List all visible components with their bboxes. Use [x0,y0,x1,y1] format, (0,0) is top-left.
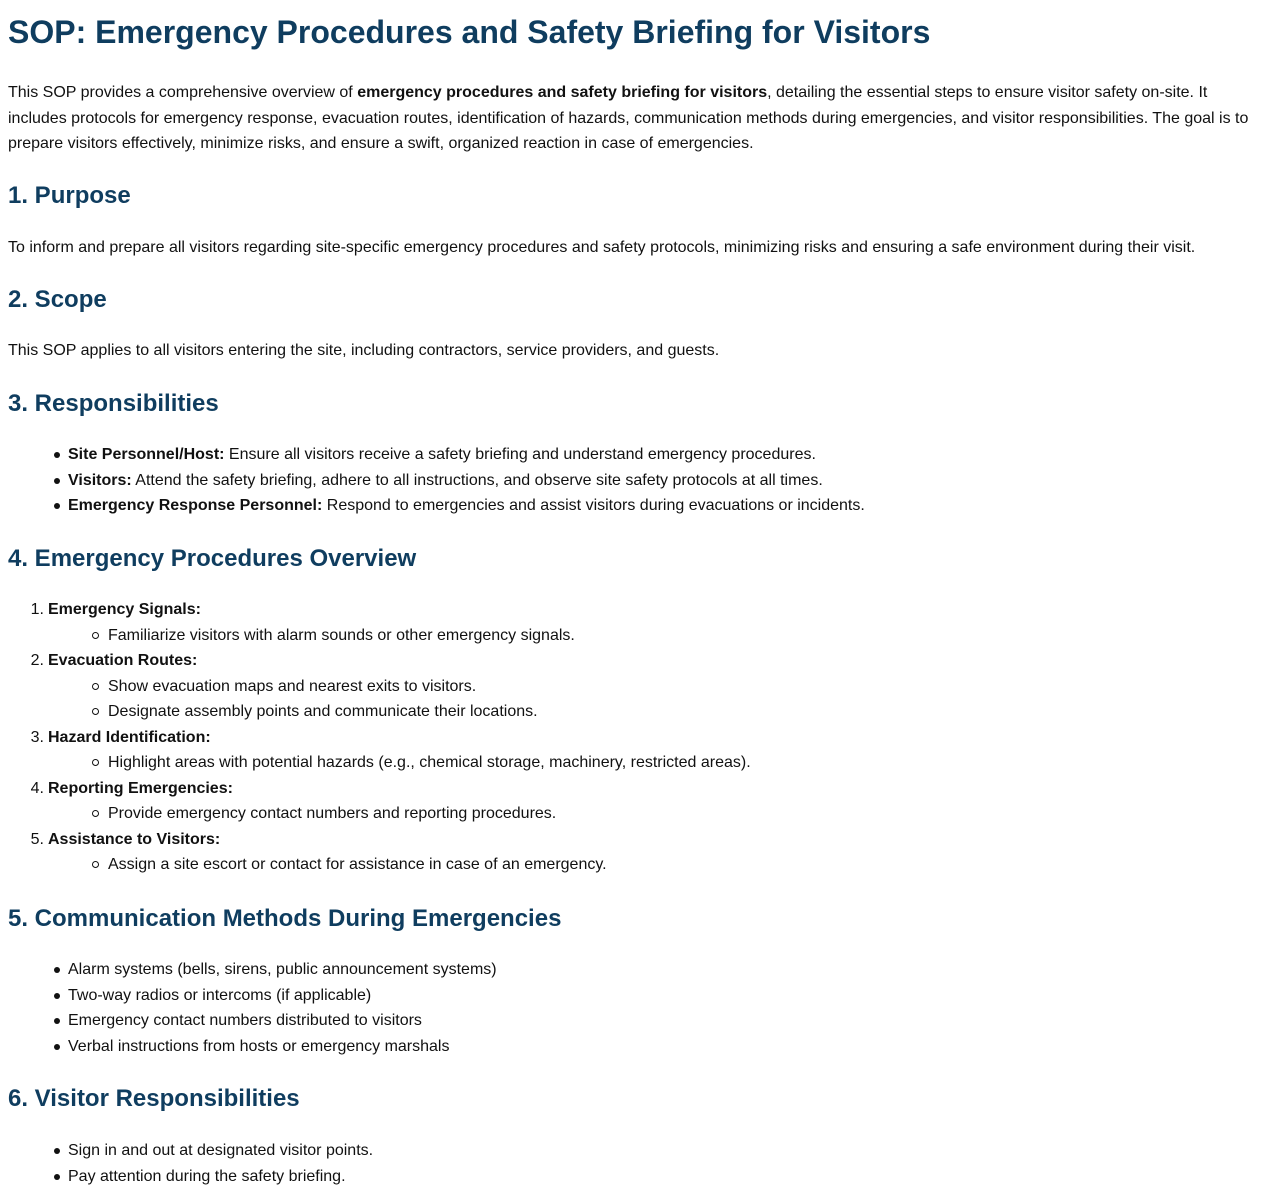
step-sublist [48,623,751,649]
page-title: SOP: Emergency Procedures and Safety Briefing for Visitors [8,12,930,52]
step-number: 1. [8,597,44,623]
step-sublist [48,674,751,725]
step-label: Evacuation Routes: [48,652,197,669]
sub-item: Familiarize visitors with alarm sounds or other emergency signals. [48,623,751,649]
list-item [8,442,865,468]
sub-item: Designate assembly points and communicate their locations. [48,699,751,725]
intro-line-1 [8,84,1207,101]
step-label: Hazard Identification: [48,729,211,746]
responsibility-label: Visitors: [68,472,132,489]
step-number: 4. [8,776,44,802]
intro-line-2: includes protocols for emergency response, evacuation routes, identification of hazards, communication methods during emergencies, and visitor responsibilities. The goal is to [8,110,1248,127]
procedure-step [8,725,751,776]
step-sublist [48,750,751,776]
procedures-list [8,597,751,878]
responsibility-text: Attend the safety briefing, adhere to all instructions, and observe site safety protocols at all times. [132,472,823,489]
list-item [8,468,865,494]
visitor-responsibilities-list [8,1138,373,1189]
scope-heading: 2. Scope [8,285,107,315]
procedure-step [8,827,751,878]
step-sublist [48,852,751,878]
sub-item: Show evacuation maps and nearest exits to visitors. [48,674,751,700]
step-label: Reporting Emergencies: [48,780,233,797]
list-item: Pay attention during the safety briefing. [8,1164,373,1189]
list-item: Alarm systems (bells, sirens, public announcement systems) [8,957,497,983]
procedure-step [8,648,751,725]
step-sublist [48,801,751,827]
list-item: Sign in and out at designated visitor points. [8,1138,373,1164]
responsibility-label: Emergency Response Personnel: [68,497,322,514]
list-item: Emergency contact numbers distributed to visitors [8,1008,497,1034]
procedure-step [8,776,751,827]
scope-text: This SOP applies to all visitors entering the site, including contractors, service providers, and guests. [8,338,719,364]
responsibility-text: Ensure all visitors receive a safety briefing and understand emergency procedures. [224,446,815,463]
intro-line-1-bold: emergency procedures and safety briefing for visitors [357,84,767,101]
list-item [8,493,865,519]
intro-paragraph [8,80,1256,157]
sub-item: Highlight areas with potential hazards (e.g., chemical storage, machinery, restricted areas). [48,750,751,776]
step-number: 3. [8,725,44,751]
communication-list [8,957,497,1059]
visitor-responsibilities-heading: 6. Visitor Responsibilities [8,1084,300,1114]
purpose-text: To inform and prepare all visitors regarding site-specific emergency procedures and safety protocols, minimizing risks and ensuring a safe environment during their visit. [8,235,1195,261]
responsibility-text: Respond to emergencies and assist visitors during evacuations or incidents. [322,497,865,514]
procedure-step [8,597,751,648]
communication-heading: 5. Communication Methods During Emergencies [8,904,561,934]
intro-line-3: prepare visitors effectively, minimize risks, and ensure a swift, organized reaction in case of emergencies. [8,135,754,152]
list-item: Two-way radios or intercoms (if applicable) [8,983,497,1009]
step-label: Emergency Signals: [48,601,201,618]
responsibilities-list [8,442,865,519]
list-item: Verbal instructions from hosts or emergency marshals [8,1034,497,1060]
step-number: 5. [8,827,44,853]
step-number: 2. [8,648,44,674]
purpose-heading: 1. Purpose [8,181,131,211]
procedures-heading: 4. Emergency Procedures Overview [8,544,416,574]
sub-item: Provide emergency contact numbers and reporting procedures. [48,801,751,827]
intro-line-1-pre: This SOP provides a comprehensive overview of [8,84,357,101]
sub-item: Assign a site escort or contact for assistance in case of an emergency. [48,852,751,878]
responsibilities-heading: 3. Responsibilities [8,389,219,419]
intro-line-1-post: , detailing the essential steps to ensure visitor safety on-site. It [767,84,1207,101]
step-label: Assistance to Visitors: [48,831,220,848]
responsibility-label: Site Personnel/Host: [68,446,224,463]
